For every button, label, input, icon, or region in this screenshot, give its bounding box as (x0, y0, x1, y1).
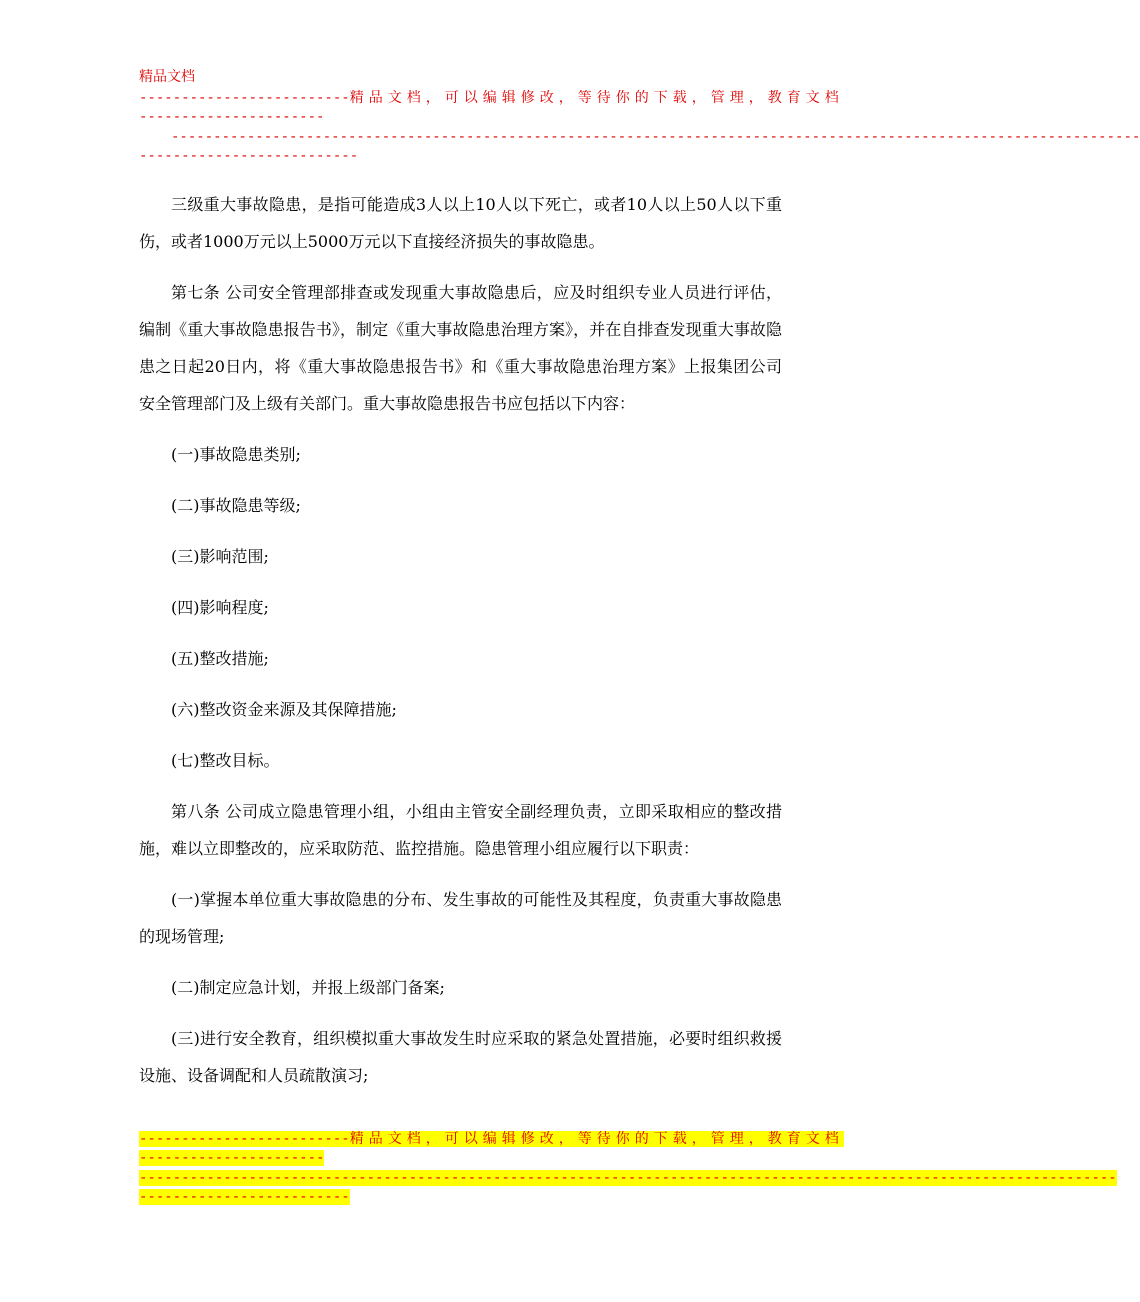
document-header-tag: 精品文档 (139, 69, 195, 85)
top-banner-line-3: ------------------------------------------------------------------------------------------------------------------- (171, 129, 1140, 145)
list-item-7: (七)整改目标。 (171, 751, 280, 770)
top-banner-dashes: ------------------------- (139, 90, 350, 106)
list-item-2: (二)事故隐患等级; (171, 496, 301, 515)
list-item-4: (四)影响程度; (171, 598, 269, 617)
footer-banner-dashes: ------------------------- (139, 1131, 350, 1147)
top-banner-line-2: ---------------------- (139, 109, 325, 125)
document-body (139, 186, 782, 1094)
top-banner-text: 精品文档，可以编辑修改，等待你的下载，管理，教育文档 (349, 90, 844, 106)
list-item-5: (五)整改措施; (171, 649, 269, 668)
list-item-3: (三)影响范围; (171, 547, 269, 566)
duty-item-2: (二)制定应急计划，并报上级部门备案; (171, 978, 445, 997)
list-item-6: (六)整改资金来源及其保障措施; (171, 700, 397, 719)
list-item-1: (一)事故隐患类别; (171, 445, 301, 464)
paragraph-article-8: 第八条 公司成立隐患管理小组，小组由主管安全副经理负责，立即采取相应的整改措施，难以立即整改的，应采取防范、监控措施。隐患管理小组应履行以下职责： (139, 802, 782, 858)
top-banner-line-1 (139, 90, 844, 106)
footer-banner-line-2: ---------------------- (139, 1150, 325, 1166)
top-banner-line-4: -------------------------- (139, 148, 359, 164)
duty-item-3: (三)进行安全教育，组织模拟重大事故发生时应采取的紧急处置措施，必要时组织救援设施、设备调配和人员疏散演习; (139, 1029, 782, 1085)
footer-banner-line-3: -------------------------------------------------------------------------------------------------------------------- (139, 1170, 1117, 1186)
paragraph-article-7: 第七条 公司安全管理部排查或发现重大事故隐患后，应及时组织专业人员进行评估，编制《重大事故隐患报告书》，制定《重大事故隐患治理方案》，并在自排查发现重大事故隐患之日起20日内，将《重大事故隐患报告书》和《重大事故隐患治理方案》上报集团公司安全管理部门及上级有关部门。重大事故隐患报告书应包括以下内容： (139, 283, 782, 413)
paragraph-grade-three-definition: 三级重大事故隐患，是指可能造成3人以上10人以下死亡，或者10人以上50人以下重伤，或者1000万元以上5000万元以下直接经济损失的事故隐患。 (139, 195, 782, 251)
footer-banner-text: 精品文档，可以编辑修改，等待你的下载，管理，教育文档 (349, 1131, 844, 1147)
duty-item-1: (一)掌握本单位重大事故隐患的分布、发生事故的可能性及其程度，负责重大事故隐患的现场管理; (139, 890, 782, 946)
footer-banner-line-4: ------------------------- (139, 1189, 350, 1205)
footer-banner-line-1 (139, 1131, 844, 1147)
